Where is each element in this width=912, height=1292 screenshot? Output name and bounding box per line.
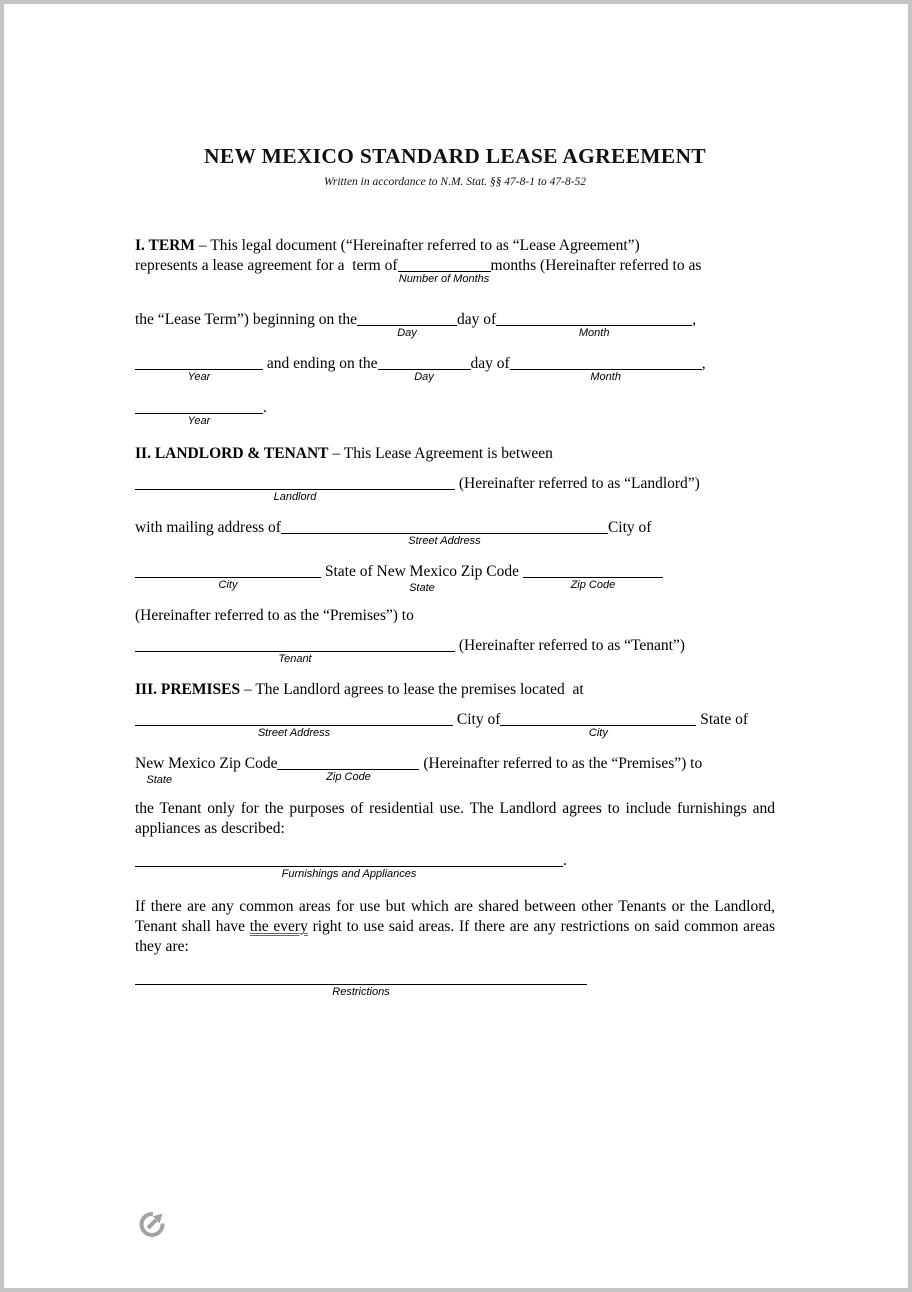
landlord-name-field[interactable]	[135, 476, 455, 503]
residential-text: the Tenant only for the purposes of residential use. The Landlord agrees to include furnishings and appliances as described:	[135, 800, 779, 837]
nm-zip-text: New Mexico Zip Code	[135, 755, 278, 772]
grammar-flagged-text: the every	[249, 918, 308, 935]
month-label: Month	[590, 371, 621, 383]
street-address-label: Street Address	[257, 727, 331, 739]
day-label: Day	[414, 371, 434, 383]
premises-intro-text: – The Landlord agrees to lease the premises located at	[240, 681, 584, 698]
month-label: Month	[578, 327, 610, 339]
mailing-prefix-text: with mailing address of	[135, 519, 281, 536]
premises-zip-field[interactable]	[277, 756, 419, 783]
common-areas-paragraph	[135, 897, 779, 957]
state-zip-static-text	[321, 563, 523, 594]
state-label: State	[146, 774, 173, 786]
term-months-line	[135, 256, 775, 285]
restrictions-label: Restrictions	[332, 986, 390, 998]
premises-address-line	[135, 710, 775, 739]
premises-city-field[interactable]	[500, 712, 696, 739]
document-title: NEW MEXICO STANDARD LEASE AGREEMENT	[204, 144, 706, 168]
end-day-field[interactable]	[378, 356, 471, 383]
landlord-intro-text: – This Lease Agreement is between	[328, 445, 553, 462]
furnishings-field[interactable]	[135, 853, 563, 880]
city-of-text: City of	[607, 519, 652, 536]
term-intro-text: – This legal document (“Hereinafter referred to as “Lease Agreement”)	[195, 237, 640, 254]
zip-code-label: Zip Code	[326, 771, 371, 783]
premises-to-text: (Hereinafter referred to as the “Premises”) to	[135, 607, 414, 624]
term-months-suffix: months (Hereinafter referred to as	[490, 257, 702, 274]
landlord-label: Landlord	[273, 491, 317, 503]
landlord-city-state-zip-line	[135, 562, 775, 594]
street-address-label: Street Address	[408, 535, 481, 547]
tenant-name-field[interactable]	[135, 638, 455, 665]
term-end-prefix: and ending on the	[263, 355, 378, 372]
landlord-heading-line	[135, 444, 775, 464]
number-of-months-label: Number of Months	[398, 273, 490, 285]
term-end-year-line	[135, 398, 775, 427]
end-year-field[interactable]	[135, 400, 263, 427]
city-label: City	[218, 579, 238, 591]
end-month-field[interactable]	[510, 356, 702, 383]
landlord-city-field[interactable]	[135, 564, 321, 591]
city-label: City	[588, 727, 608, 739]
tenant-name-line	[135, 636, 775, 665]
mailing-address-line	[135, 518, 775, 547]
comma-text: ,	[692, 311, 697, 328]
start-day-field[interactable]	[357, 312, 457, 339]
premises-heading-line	[135, 680, 775, 700]
period-text: .	[263, 399, 267, 416]
term-begin-prefix: the “Lease Term”) beginning on the	[135, 311, 358, 328]
term-begin-line	[135, 310, 775, 339]
period-text: .	[563, 852, 567, 869]
residential-paragraph	[135, 799, 779, 839]
tenant-label: Tenant	[278, 653, 312, 665]
year-label: Year	[187, 371, 211, 383]
term-section-heading: I. TERM	[135, 237, 196, 254]
furnishings-line	[135, 851, 775, 880]
day-of-text: day of	[457, 311, 497, 328]
start-month-field[interactable]	[496, 312, 692, 339]
state-of-text: State of	[696, 711, 749, 728]
landlord-suffix-text: (Hereinafter referred to as “Landlord”)	[455, 475, 700, 492]
landlord-name-line	[135, 474, 775, 503]
premises-suffix-text: (Hereinafter referred to as the “Premises”) to	[419, 755, 703, 772]
landlord-street-field[interactable]	[281, 520, 608, 547]
restrictions-field[interactable]	[135, 971, 587, 998]
start-year-field[interactable]	[135, 356, 263, 383]
common-areas-text-b: right to use said areas. If there are any restrictions on said common areas they are:	[135, 918, 779, 955]
day-label: Day	[397, 327, 417, 339]
premises-to-line	[135, 606, 775, 626]
term-heading-line	[135, 236, 775, 256]
term-months-prefix: represents a lease agreement for a term of	[135, 257, 398, 274]
common-areas-text-a: If there are any common areas for use but which are shared between other Tenants or the Landlord, Tenant shall have	[135, 898, 779, 935]
nm-zip-static-text	[135, 755, 278, 786]
premises-zip-line	[135, 754, 775, 786]
document-subtitle: Written in accordance to N.M. Stat. §§ 47-8-1 to 47-8-52	[323, 176, 587, 188]
tenant-suffix-text: (Hereinafter referred to as “Tenant”)	[455, 637, 685, 654]
refresh-icon[interactable]	[137, 1207, 169, 1239]
state-label: State	[409, 582, 435, 594]
landlord-section-heading: II. LANDLORD & TENANT	[135, 445, 329, 462]
restrictions-line	[135, 969, 775, 998]
city-of-text: City of	[453, 711, 501, 728]
zip-code-label: Zip Code	[570, 579, 616, 591]
premises-section-heading: III. PREMISES	[135, 681, 241, 698]
furnishings-label: Furnishings and Appliances	[281, 868, 417, 880]
comma-text: ,	[701, 355, 706, 372]
document-content	[4, 144, 908, 998]
premises-street-field[interactable]	[135, 712, 453, 739]
landlord-zip-field[interactable]	[523, 564, 663, 591]
year-label: Year	[187, 415, 211, 427]
day-of-text: day of	[470, 355, 510, 372]
term-end-line	[135, 354, 775, 383]
months-field[interactable]	[398, 258, 491, 285]
state-zip-text: State of New Mexico Zip Code	[321, 563, 523, 580]
